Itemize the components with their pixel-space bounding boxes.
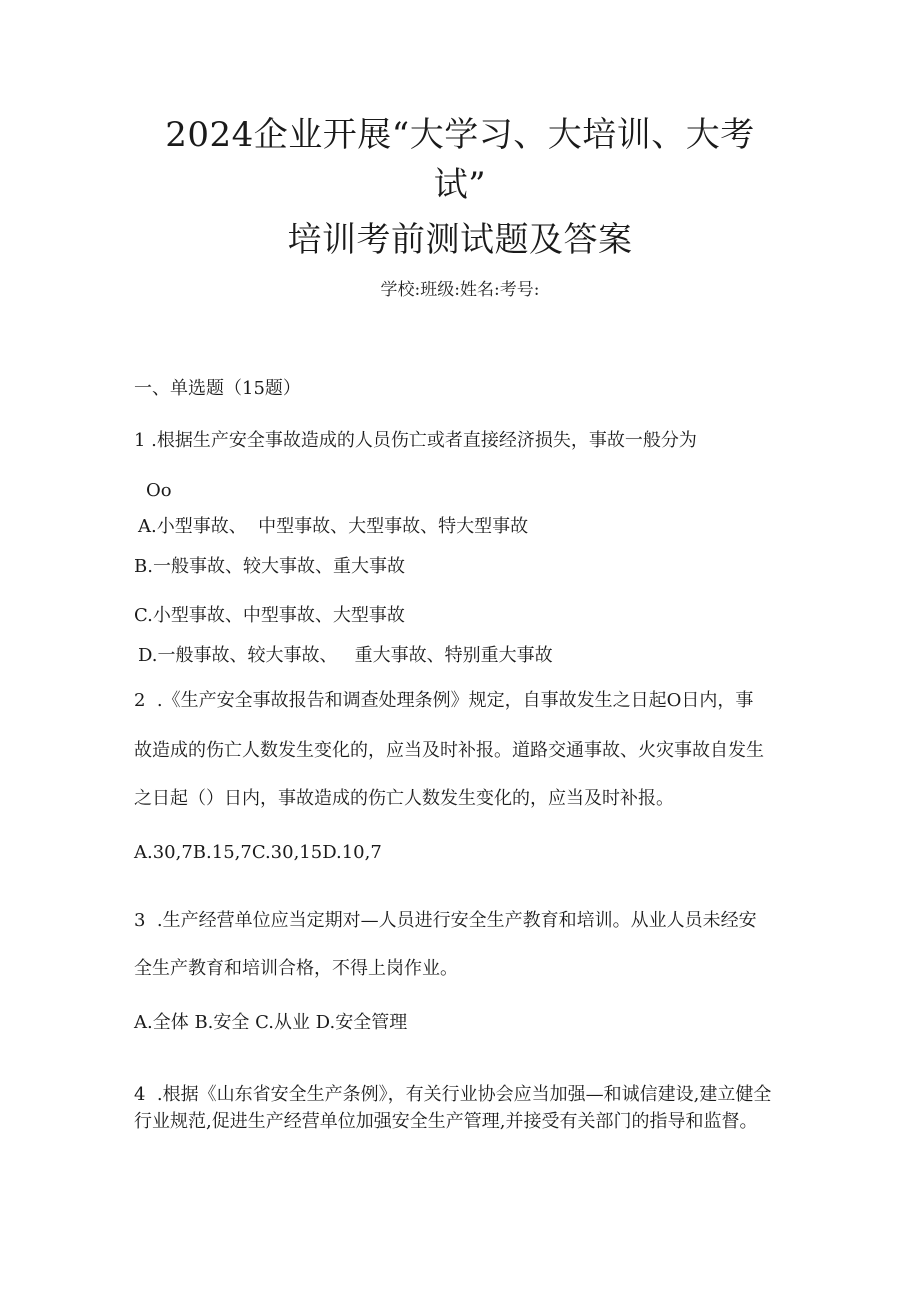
document-title-line-3: 培训考前测试题及答案 [287, 220, 633, 260]
question-1-option-b: B.一般事故、较大事故、重大事故 [134, 556, 405, 577]
question-1-stem: 1 .根据生产安全事故造成的人员伤亡或者直接经济损失，事故一般分为 [134, 430, 697, 451]
question-3-line-1: 3 .生产经营单位应当定期对—人员进行安全生产教育和培训。从业人员未经安 [134, 910, 757, 931]
question-1-option-c: C.小型事故、中型事故、大型事故 [134, 605, 405, 626]
question-2-options: A.30,7B.15,7C.30,15D.10,7 [134, 842, 382, 863]
question-2-line-1: 2 .《生产安全事故报告和调查处理条例》规定，自事故发生之日起O日内，事 [134, 690, 754, 711]
question-1-option-d: D.一般事故、较大事故、 重大事故、特别重大事故 [138, 645, 553, 666]
document-title-line-1: 2024企业开展“大学习、大培训、大考 [165, 115, 755, 155]
question-1-option-a: A.小型事故、 中型事故、大型事故、特大型事故 [138, 516, 529, 537]
question-3-line-2: 全生产教育和培训合格，不得上岗作业。 [134, 958, 458, 979]
question-1-blank: Oo [146, 480, 172, 501]
section-heading: 一、单选题（15题） [134, 378, 301, 399]
question-3-options: A.全体 B.安全 C.从业 D.安全管理 [134, 1012, 408, 1033]
document-title-line-2: 试” [433, 165, 487, 205]
question-2-line-2: 故造成的伤亡人数发生变化的，应当及时补报。道路交通事故、火灾事故自发生 [134, 740, 764, 761]
student-info-line: 学校:班级:姓名:考号: [380, 280, 540, 300]
question-4-text: 4 .根据《山东省安全生产条例》，有关行业协会应当加强—和诚信建设,建立健全行业规范,促进生产经营单位加强安全生产管理,并接受有关部门的指导和监督。 [134, 1084, 772, 1132]
question-2-line-3: 之日起（）日内，事故造成的伤亡人数发生变化的，应当及时补报。 [134, 788, 674, 809]
